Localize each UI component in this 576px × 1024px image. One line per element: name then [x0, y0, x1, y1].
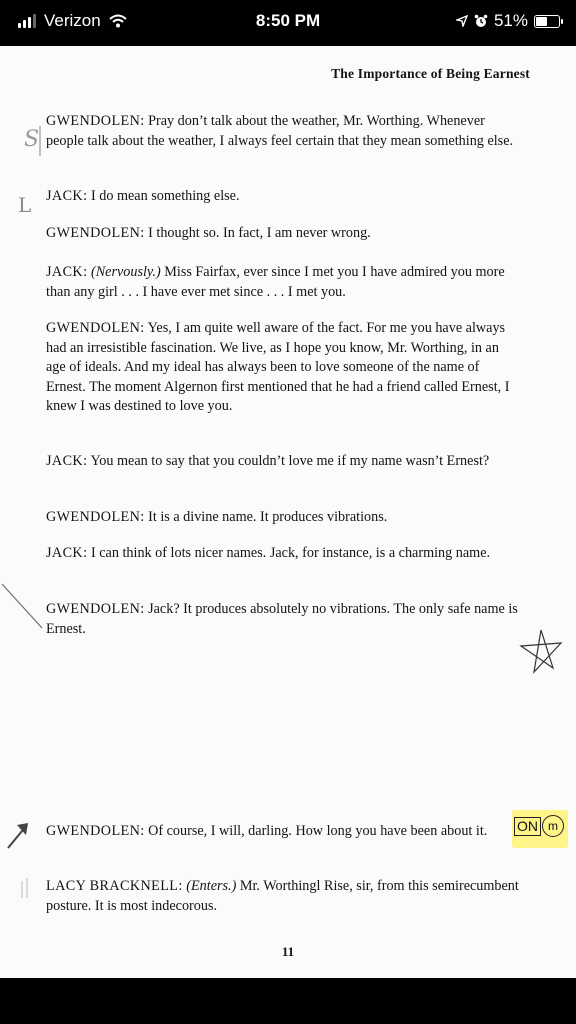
speaker-name: GWENDOLEN:: [46, 320, 145, 336]
handwritten-m-circle: m: [542, 815, 564, 837]
document-page: [0, 46, 576, 978]
star-doodle: [521, 630, 561, 672]
dialogue-line: [46, 112, 522, 151]
line-text: I do mean something else.: [90, 188, 240, 204]
margin-mark-s: S: [24, 127, 40, 152]
line-text: I can think of lots nicer names. Jack, for instance, is a charming name.: [90, 545, 491, 561]
line-text: You mean to say that you couldn’t love me if my name wasn’t Ernest?: [90, 453, 490, 469]
battery-fill: [536, 17, 547, 26]
handwritten-on-box: ON: [514, 817, 541, 836]
line-text: Jack? It produces absolutely no vibrations. The only safe name is Ernest.: [46, 601, 518, 637]
dialogue-line: [46, 452, 522, 472]
status-bar: [0, 0, 576, 46]
speaker-name: GWENDOLEN:: [46, 823, 145, 839]
margin-stroke-diagonal: [2, 584, 42, 628]
stage-direction: (Enters.): [186, 878, 237, 894]
dialogue-line: [46, 822, 512, 842]
speaker-name: GWENDOLEN:: [46, 601, 145, 617]
speaker-name: JACK:: [46, 264, 88, 280]
margin-tick: [22, 878, 27, 898]
speaker-name: GWENDOLEN:: [46, 225, 145, 241]
line-text: Miss Fairfax, ever since I met you I have admired you more than any girl . . . I have ever met since . . . I met you.: [46, 264, 505, 300]
line-text: Pray don’t talk about the weather, Mr. Worthing. Whenever people talk about the weather, I always feel certain that they mean something else.: [46, 113, 514, 149]
dialogue-line: [46, 600, 522, 639]
line-text: Yes, I am quite well aware of the fact. For me you have always had an irresistible fascination. We live, as I hope you know, Mr. Worthing, in an age of ideals. And my ideal has always been to love someone of the name of Ernest. The moment Algernon first mentioned that he had a friend called Ernest, I knew I was destined to love you.: [46, 320, 510, 414]
running-head: The Importance of Being Earnest: [331, 66, 530, 81]
carrier-label: Verizon: [44, 11, 101, 30]
alarm-icon: [474, 14, 488, 28]
speaker-name: GWENDOLEN:: [46, 509, 145, 525]
margin-mark-l: L: [18, 193, 32, 217]
speaker-name: JACK:: [46, 453, 88, 469]
location-arrow-icon: [456, 15, 468, 27]
line-text: It is a divine name. It produces vibrations.: [148, 509, 388, 525]
line-text: I thought so. In fact, I am never wrong.: [148, 225, 371, 241]
line-text: Of course, I will, darling. How long you have been about it.: [148, 823, 488, 839]
status-right: [456, 11, 560, 31]
margin-arrow: [8, 825, 27, 848]
dialogue-line: [46, 508, 522, 528]
line-text: Mr. Worthingl Rise, sir, from this semirecumbent posture. It is most indecorous.: [46, 878, 519, 914]
dialogue-line: [46, 187, 522, 207]
speaker-name: GWENDOLEN:: [46, 113, 145, 129]
dialogue-line: [46, 224, 522, 244]
dialogue-line: [46, 263, 522, 302]
dialogue-line: [46, 877, 522, 916]
battery-icon: [534, 15, 560, 28]
dialogue-line: [46, 319, 522, 417]
speaker-name: JACK:: [46, 545, 88, 561]
stage-direction: (Nervously.): [90, 264, 161, 280]
bottom-bar: [0, 978, 576, 1024]
clock: 8:50 PM: [255, 11, 321, 30]
speaker-name: LACY BRACKNELL:: [46, 878, 183, 894]
margin-arrow-head: [17, 823, 28, 835]
dialogue-line: [46, 544, 522, 564]
battery-percent: 51%: [493, 11, 528, 30]
page-number: 11: [281, 944, 295, 959]
speaker-name: JACK:: [46, 188, 88, 204]
